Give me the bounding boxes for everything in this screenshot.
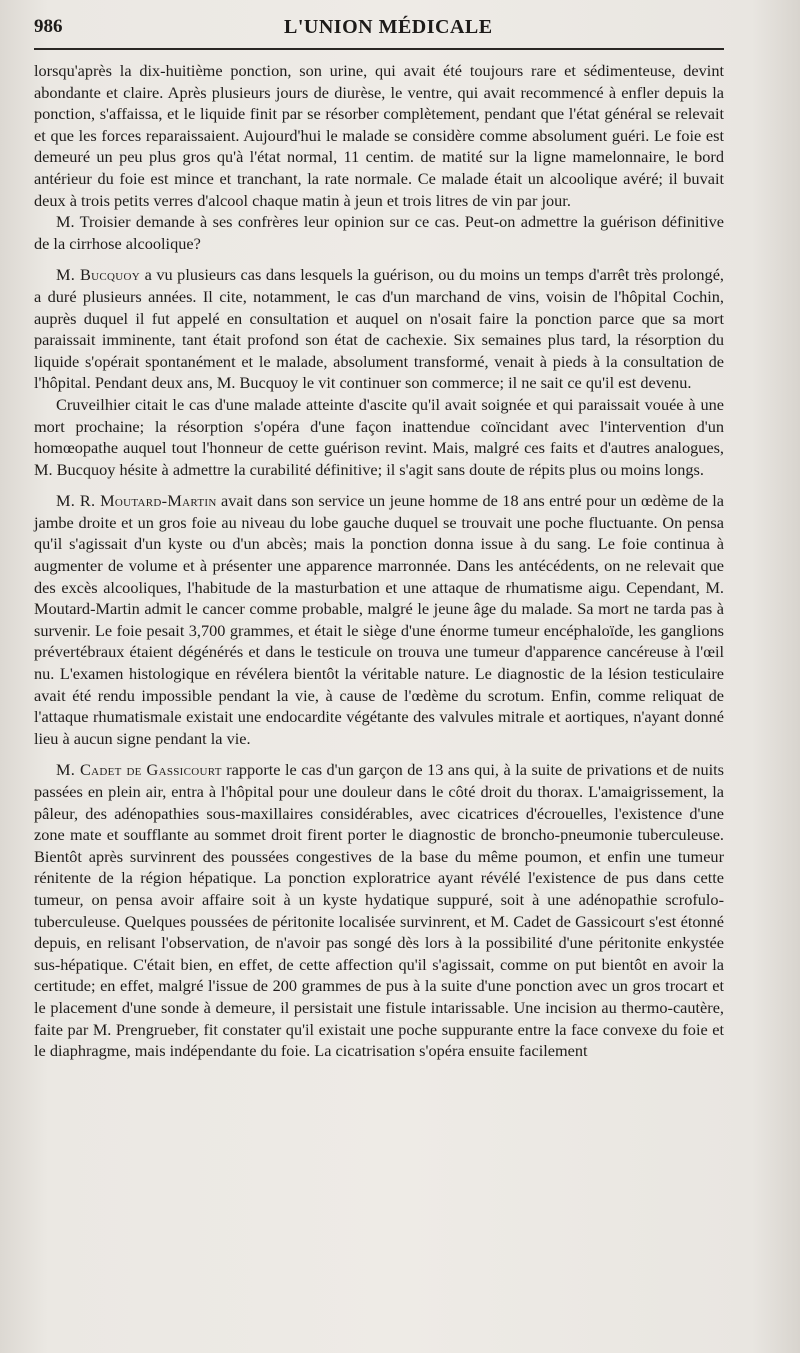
speaker-name: M. R. Moutard-Martin — [56, 491, 217, 511]
paragraph-cadet-de-gassicourt — [34, 759, 724, 1061]
paragraph-moutard-martin — [34, 490, 724, 749]
page-header — [34, 16, 724, 42]
header-rule — [34, 48, 724, 50]
running-title: L'UNION MÉDICALE — [284, 16, 493, 38]
paragraph-cruveilhier: Cruveilhier citait le cas d'une malade atteinte d'ascite qu'il avait soignée et qui paraissait vouée à une mort prochaine; la résorption s'opéra d'une façon inattendue coïncidant avec l'intervention d'un homœopathe auquel tout l'honneur de cette guérison revint. Mais, malgré ces faits et d'autres analogues, M. Bucquoy hésite à admettre la curabilité définitive; il s'agit sans doute de répits plus ou moins longs. — [34, 394, 724, 479]
paragraph-bucquoy — [34, 264, 724, 394]
paragraph-troisier: M. Troisier demande à ses confrères leur opinion sur ce cas. Peut-on admettre la guérison définitive de la cirrhose alcoolique? — [34, 212, 724, 253]
paragraph-text: a vu plusieurs cas dans lesquels la guérison, ou du moins un temps d'arrêt très prolongé, a duré plusieurs années. Il cite, notamment, le cas d'un marchand de vins, voisin de l'hôpital Cochin, auprès duquel il fut appelé en consultation et auquel on n'osait faire la ponction parce que sa mort paraissait imminente, tant était profond son état de cachexie. Six semaines plus tard, la résorption du liquide s'opérait spontanément et le malade, absolument transformé, venait à pieds à la consultation de l'hôpital. Pendant deux ans, M. Bucquoy le vit continuer son commerce; il ne sait ce qu'il est devenu. — [34, 265, 724, 393]
paragraph-text: rapporte le cas d'un garçon de 13 ans qui, à la suite de privations et de nuits passées en plein air, entra à l'hôpital pour une douleur dans le côté droit du thorax. L'amaigrissement, la pâleur, des adénopathies sous-maxillaires considérables, avec cicatrices d'écrouelles, l'existence d'une zone mate et soufflante au sommet droit firent porter le diagnostic de broncho-pneumonie tuberculeuse. Bientôt après survinrent des poussées congestives de la base du même poumon, et enfin une tumeur rénitente de la région hépatique. La ponction exploratrice ayant révélé l'existence de pus dans cette tumeur, on pensa avoir affaire soit à un kyste hydatique suppuré, soit à une adénopathie scrofulo-tuberculeuse. Quelques poussées de péritonite localisée survinrent, et M. Cadet de Gassicourt s'est étonné depuis, en relisant l'observation, de n'avoir pas songé dès lors à la possibilité d'une péritonite enkystée sus-hépatique. C'était bien, en effet, de cette affection qu'il s'agissait, comme on put bientôt en avoir la certitude; en effet, malgré l'issue de 200 grammes de pus à la suite d'une ponction avec un gros trocart et le placement d'une sonde à demeure, il persistait une fistule intarissable. Une incision au thermo-cautère, faite par M. Prengrueber, fit constater qu'il existait une poche suppurante entre la face convexe du foie et le diaphragme, mais indépendante du foie. La cicatrisation s'opéra ensuite facilement — [34, 760, 724, 1061]
speaker-name: M. Bucquoy — [56, 265, 141, 285]
page-number: 986 — [34, 16, 63, 37]
speaker-name: M. Cadet de Gassicourt — [56, 760, 222, 780]
paragraph-continuation: lorsqu'après la dix-huitième ponction, son urine, qui avait été toujours rare et sédimenteuse, devint abondante et claire. Après plusieurs jours de diurèse, le ventre, qui avait recommencé à enfler depuis la ponction, s'affaissa, et le liquide finit par se résorber complètement, pendant que l'état général se relevait et que les forces reparaissaient. Aujourd'hui le malade se considère comme absolument guéri. Le foie est demeuré un peu plus gros qu'à l'état normal, 11 centim. de matité sur la ligne mamelonnaire, le bord antérieur du foie est mince et tranchant, la rate normale. Ce malade était un alcoolique avéré; il buvait deux à trois petits verres d'alcool chaque matin à jeun et trois litres de vin par jour. — [34, 61, 724, 210]
paragraph-text: avait dans son service un jeune homme de 18 ans entré pour un œdème de la jambe droite et un gros foie au niveau du lobe gauche duquel se trouvait une poche fluctuante. On pensa qu'il s'agissait d'un kyste ou d'un abcès; mais la ponction donna issue à du sang. Le foie continua à augmenter de volume et à présenter une apparence marronnée. Dans les antécédents, on ne relevait que des excès alcooliques, l'habitude de la masturbation et une attaque de rhumatisme aigu. Cependant, M. Moutard-Martin admit le cancer comme probable, malgré le jeune âge du malade. Sa mort ne tarda pas à survenir. Le foie pesait 3,700 grammes, et était le siège d'une énorme tumeur encéphaloïde, les ganglions prévertébraux étaient dégénérés et dans le testicule on trouva une tumeur d'apparence cancéreuse à l'œil nu. L'examen histologique en révélera bientôt la véritable nature. Le diagnostic de la lésion testiculaire avait été rendu impossible pendant la vie, à cause de l'œdème du scrotum. Enfin, comme reliquat de l'attaque rhumatismale existait une endocardite végétante des valvules mitrale et aortiques, n'ayant donné lieu à aucun signe pendant la vie. — [34, 491, 725, 748]
body-text — [34, 60, 724, 1062]
